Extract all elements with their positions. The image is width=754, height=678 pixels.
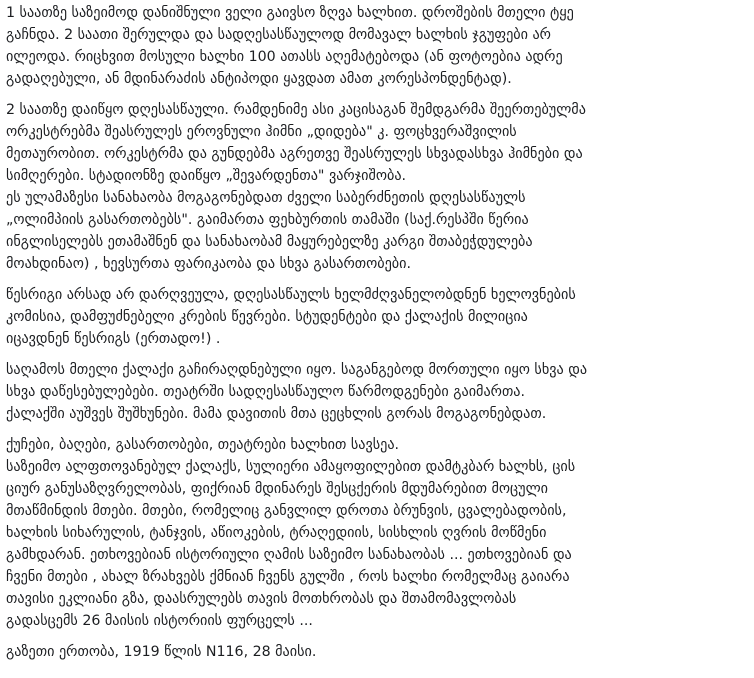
- text-line: ეს ულამაზესი სანახაობა მოგაგონებდათ ძველი საბერძნეთის დღესასწაულს: [6, 190, 526, 206]
- text-line: მოახდინაო) , ხევსურთა ფარიკაობა და სხვა გასართობები.: [6, 256, 411, 272]
- text-line: გადასცემს 26 მაისის ისტორიის ფურცელს ...: [6, 613, 313, 629]
- text-line: ილეოდა. რიცხვით მოსული ხალხი 100 ათასს აღემატებოდა (ან ფოტოებია ადრე: [6, 49, 563, 65]
- text-line: გაზეთი ერთობა, 1919 წლის N116, 28 მაისი.: [6, 644, 317, 660]
- text-line: წესრიგი არსად არ დარღვეულა, დღესასწაულს ხელმძღვანელობდნენ ხელოვნების: [6, 287, 576, 303]
- text-line: ციურ განუსაზღვრელობას, ფიქრიან მდინარეს შესცქერის მდუმარებით მოცული: [6, 481, 549, 497]
- paragraph-order: [6, 284, 746, 350]
- text-line: ქუჩები, ბაღები, გასართობები, თეატრები ხალხით სავსეა.: [6, 437, 400, 453]
- text-line: გაჩნდა. 2 საათი შერულდა და სადღესასწაულოდ მომავალ ხალხის ჯგუფები არ: [6, 27, 551, 43]
- text-line: ხალხის სიხარულის, ტანჯვის, აწიოკების, ტრაღედიის, სისხლის ღვრის მოწმენი: [6, 525, 547, 541]
- text-line: გადაღებული, ან მდინარაძის ანტიპოდი ყავდათ ამათ კორესპონდენტად).: [6, 71, 512, 87]
- text-line: სიმღერები. სტადიონზე დაიწყო „შევარდენთა" ვარჯიშობა.: [6, 168, 407, 184]
- text-line: გამხდარან. ეთხოვებიან ისტორიული ღამის საზეიმო სანახაობას ... ეთხოვებიან და: [6, 547, 572, 563]
- text-line: კომისია, დამფუძნებელი კრების წევრები. სტუდენტები და ქალაქის მილიცია: [6, 309, 528, 325]
- paragraph-celebration-start: [6, 99, 746, 275]
- text-line: 2 საათზე დაიწყო დღესასწაული. რამდენიმე ასი კაცისაგან შემდგარმა შეერთებულმა: [6, 102, 586, 118]
- text-line: ინგლისელებს ეთამაშნენ და სანახაობამ მაყურებელზე კარგი შთაბეჭდულება: [6, 234, 533, 250]
- text-line: ჩვენი მთები , ახალ ზრახვებს ქმნიან ჩვენს გულში , როს ხალხი რომელმაც გაიარა: [6, 569, 570, 585]
- paragraph-field-gathering: [6, 2, 746, 90]
- text-line: 1 საათზე საზეიმოდ დანიშნული ველი გაივსო ზღვა ხალხით. დროშების მთელი ტყე: [6, 5, 574, 21]
- text-line: მთაწმინდის მთები. მთები, რომელიც განვლილ დროთა ბრუნვის, ცვალებადობის,: [6, 503, 567, 519]
- text-line: მეთაურობით. ორკესტრმა და გუნდებმა აგრეთვე შეასრულეს სხვადასხვა ჰიმნები და: [6, 146, 583, 162]
- text-line: ორკესტრებმა შეასრულეს ეროვნული ჰიმნი „დიდება" კ. ფოცხვერაშვილის: [6, 124, 517, 140]
- source-citation: [6, 641, 746, 663]
- text-line: „ოლიმპიის გასართობებს". გაიმართა ფეხბურთის თამაში (საქ.რესპში წერია: [6, 212, 529, 228]
- text-line: საზეიმო ალფთოვანებულ ქალაქს, სულიერი ამაყოფილებით დამტკბარ ხალხს, ცის: [6, 459, 576, 475]
- text-line: საღამოს მთელი ქალაქი გაჩირაღდნებული იყო. საგანგებოდ მორთული იყო სხვა და: [6, 362, 588, 378]
- text-line: ქალაქში აუშვეს შუშხუნები. მამა დავითის მთა ცეცხლის გორას მოგაგონებდათ.: [6, 406, 547, 422]
- text-line: სხვა დაწესებულებები. თეატრში სადღესასწაულო წარმოდგენები გაიმართა.: [6, 384, 526, 400]
- text-line: თავისი ეკლიანი გზა, დაასრულებს თავის მოთხრობას და შთამომავლობას: [6, 591, 517, 607]
- paragraph-evening: [6, 359, 746, 425]
- paragraph-mountains: [6, 434, 746, 632]
- text-line: იცავდნენ წესრიგს (ერთადო!) .: [6, 331, 221, 347]
